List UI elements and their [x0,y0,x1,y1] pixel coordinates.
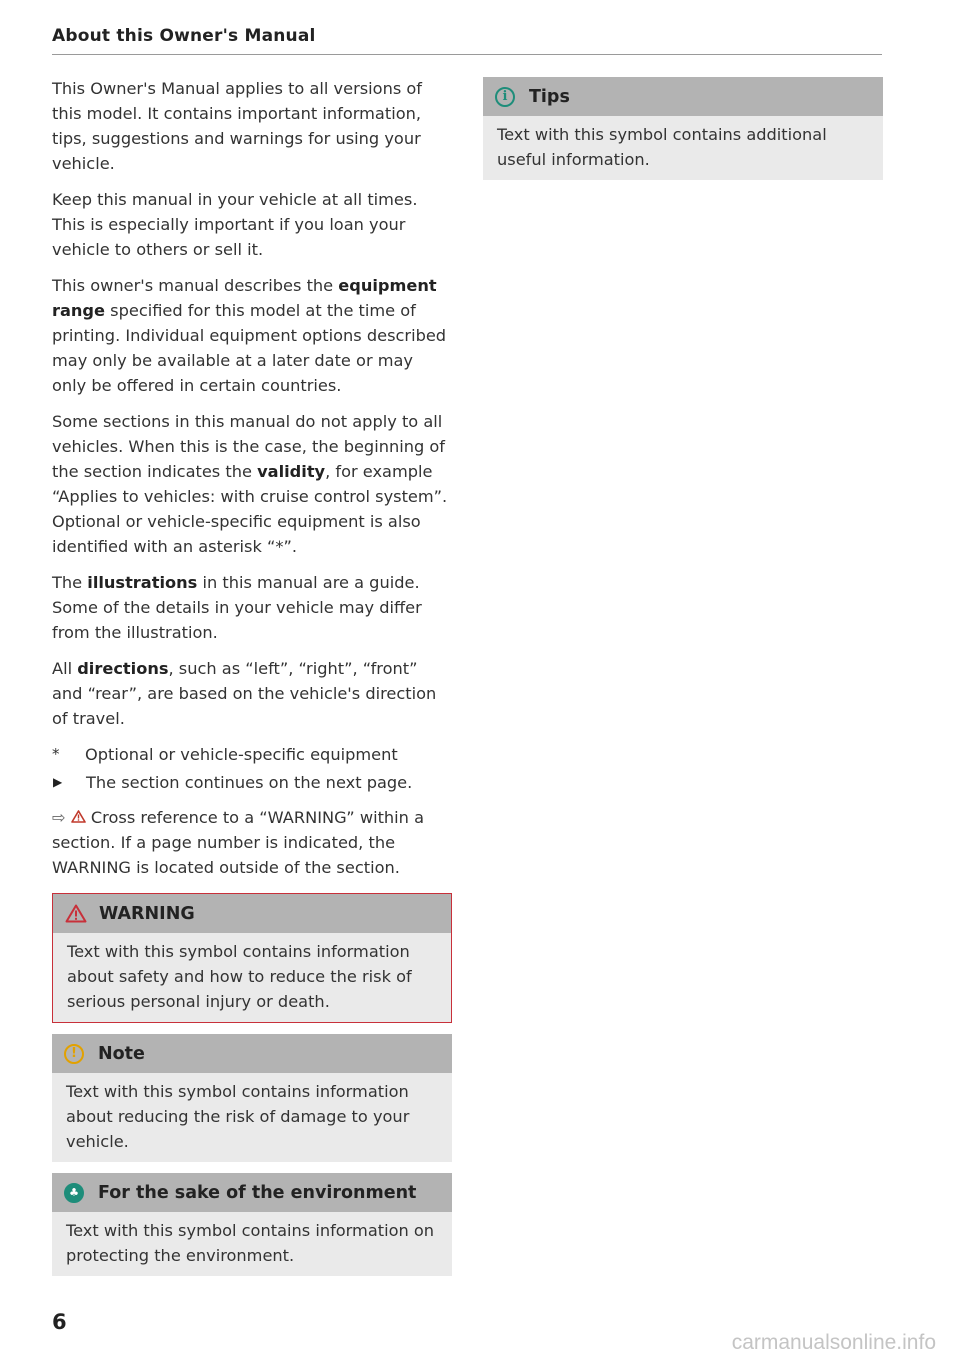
asterisk-symbol: * [52,745,60,763]
page-header [52,26,882,55]
environment-title: For the sake of the environment [98,1182,417,1203]
p6-text-post: , such as “left”, “right”, “front” and “rear”, are based on the vehicle's direction of travel. [52,659,437,728]
intro-paragraph-6 [52,656,452,731]
warning-triangle-inline-icon [71,808,86,827]
p4-text-post: , for example “Applies to vehicles: with cruise control system”. Optional or vehicle-specific equipment is also identified with an asterisk “*”. [52,462,448,556]
right-column [483,77,883,180]
note-box [52,1034,452,1162]
tips-box [483,77,883,180]
legend-continue [52,770,452,795]
page-title: About this Owner's Manual [52,26,316,46]
intro-paragraph-3 [52,273,452,398]
continue-legend-text: The section continues on the next page. [86,773,413,792]
tips-title: Tips [529,86,570,107]
environment-box-text: Text with this symbol contains information on protecting the environment. [52,1212,452,1276]
tips-box-text: Text with this symbol contains additional useful information. [483,116,883,180]
p3-text-post: specified for this model at the time of printing. Individual equipment options described may only be available at a later date or may only be offered in certain countries. [52,301,447,395]
warning-box-header [53,894,451,933]
warning-box [52,893,452,1023]
asterisk-legend-text: Optional or vehicle-specific equipment [85,745,398,764]
warning-box-text: Text with this symbol contains information about safety and how to reduce the risk of serious personal injury or death. [53,933,451,1022]
warning-triangle-icon [65,904,87,923]
note-box-text: Text with this symbol contains information about reducing the risk of damage to your vehicle. [52,1073,452,1162]
p3-text-pre: This owner's manual describes the [52,276,339,295]
p5-text-pre: The [52,573,88,592]
info-circle-icon: i [495,87,515,107]
p5-bold-term: illustrations [87,573,198,592]
environment-box-header [52,1173,452,1212]
warning-title: WARNING [99,903,195,924]
p6-text-pre: All [52,659,78,678]
cross-reference-paragraph [52,805,452,880]
intro-paragraph-1: This Owner's Manual applies to all versions of this model. It contains important information, tips, suggestions and warnings for using your vehicle. [52,79,423,173]
left-column [52,76,452,1276]
p3-bold-term: equipment range [52,276,437,320]
exclamation-circle-icon: ! [64,1044,84,1064]
tree-circle-icon: ♣ [64,1183,84,1203]
intro-paragraph-5 [52,570,452,645]
note-title: Note [98,1043,145,1064]
cross-reference-text: Cross reference to a “WARNING” within a section. If a page number is indicated, the WARNING is located outside of the section. [52,808,425,877]
cross-reference-arrow-icon: ⇨ [52,808,66,827]
environment-box [52,1173,452,1276]
p6-bold-term: directions [77,659,169,678]
legend-asterisk [52,742,452,767]
watermark: carmanualsonline.info [731,1331,936,1354]
p4-text-pre: Some sections in this manual do not apply to all vehicles. When this is the case, the beginning of the section indicates the [52,412,445,481]
p4-bold-term: validity [257,462,326,481]
continue-arrow-icon: ▶ [53,775,63,789]
tips-box-header [483,77,883,116]
intro-paragraph-2: Keep this manual in your vehicle at all times. This is especially important if you loan your vehicle to others or sell it. [52,190,418,259]
p5-text-post: in this manual are a guide. Some of the details in your vehicle may differ from the illustration. [52,573,422,642]
intro-paragraph-4 [52,409,452,559]
note-box-header [52,1034,452,1073]
page-number: 6 [52,1310,67,1334]
